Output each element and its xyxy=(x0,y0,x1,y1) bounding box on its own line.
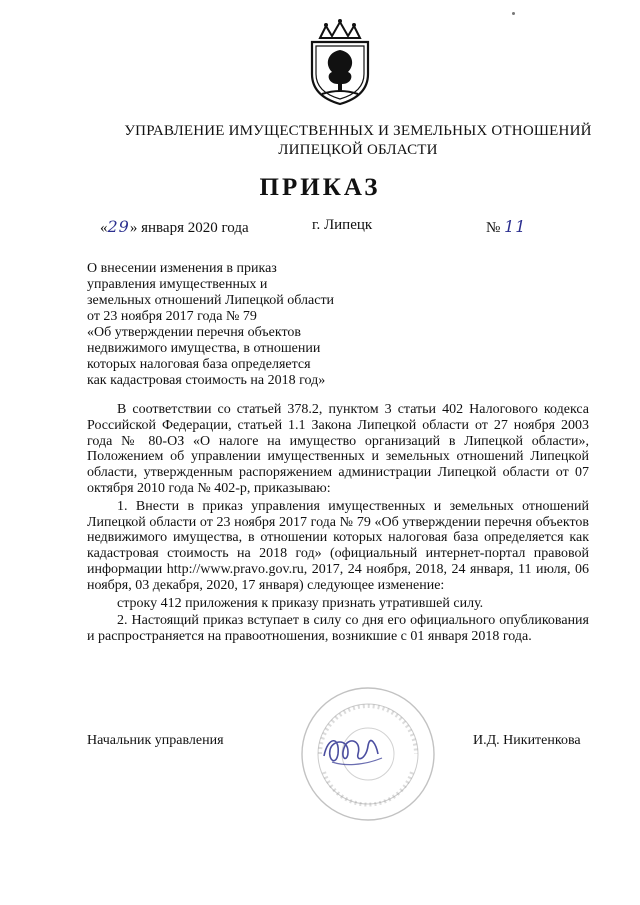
signatory-name: И.Д. Никитенкова xyxy=(473,733,581,748)
signatory-position: Начальник управления xyxy=(87,733,224,748)
order-body xyxy=(87,402,589,647)
date-day-handwritten: 29 xyxy=(107,217,130,236)
date-prefix: « xyxy=(100,220,108,236)
document-date xyxy=(100,217,249,237)
subject-line: как кадастровая стоимость на 2018 год» xyxy=(87,373,326,388)
document-type-title: ПРИКАЗ xyxy=(259,174,381,201)
clause-1-paragraph: 1. Внести в приказ управления имущественных и земельных отношений Липецкой области от 23 ноября 2017 года № 79 «Об утверждении перечня объектов недвижимого имущества, в отношении которых налоговая база определяется как кадастровая стоимость на 2018 год» (официальный интернет-портал правовой информации http://www.pravo.gov.ru, 2017, 24 ноября, 2018, 24 января, 11 июля, 06 ноября, 03 декабря, 2020, 17 января) следующее изменение: xyxy=(87,498,589,593)
clause-1-change-paragraph: строку 412 приложения к приказу признать утратившей силу. xyxy=(117,595,484,611)
organization-name-line-1: УПРАВЛЕНИЕ ИМУЩЕСТВЕННЫХ И ЗЕМЕЛЬНЫХ ОТНОШЕНИЙ xyxy=(124,123,592,139)
subject-line: земельных отношений Липецкой области xyxy=(87,293,335,308)
number-label: № xyxy=(486,220,501,236)
document-meta-row xyxy=(100,217,560,241)
subject-line: управления имущественных и xyxy=(87,277,268,292)
organization-name xyxy=(78,122,638,160)
clause-2-paragraph: 2. Настоящий приказ вступает в силу со дня его официального опубликования и распространяется на правоотношения, возникшие с 01 января 2018 года. xyxy=(87,613,589,645)
subject-line: которых налоговая база определяется xyxy=(87,357,311,372)
subject-line: недвижимого имущества, в отношении xyxy=(87,341,321,356)
subject-line: от 23 ноября 2017 года № 79 xyxy=(87,309,257,324)
coat-of-arms-emblem xyxy=(302,18,378,106)
number-value-handwritten: 11 xyxy=(504,217,527,236)
signature-block xyxy=(87,724,589,764)
document-number xyxy=(486,217,526,237)
document-city: г. Липецк xyxy=(312,217,373,233)
preamble-paragraph: В соответствии со статьей 378.2, пунктом 3 статьи 402 Налогового кодекса Российской Федерации, статьей 1.1 Закона Липецкой области от 27 ноября 2003 года № 80-ОЗ «О налоге на имущество организаций в Липецкой области», Положением об управлении имущественных и земельных отношений Липецкой области, утвержденным распоряжением администрации Липецкой области от 07 октября 2010 года № 402-р, приказываю: xyxy=(87,402,589,496)
subject-block xyxy=(87,261,367,389)
subject-line: О внесении изменения в приказ xyxy=(87,261,277,276)
organization-name-line-2: ЛИПЕЦКОЙ ОБЛАСТИ xyxy=(278,142,438,158)
scan-speck xyxy=(512,12,515,15)
subject-line: «Об утверждении перечня объектов xyxy=(87,325,302,340)
date-suffix: » января 2020 года xyxy=(129,220,249,236)
